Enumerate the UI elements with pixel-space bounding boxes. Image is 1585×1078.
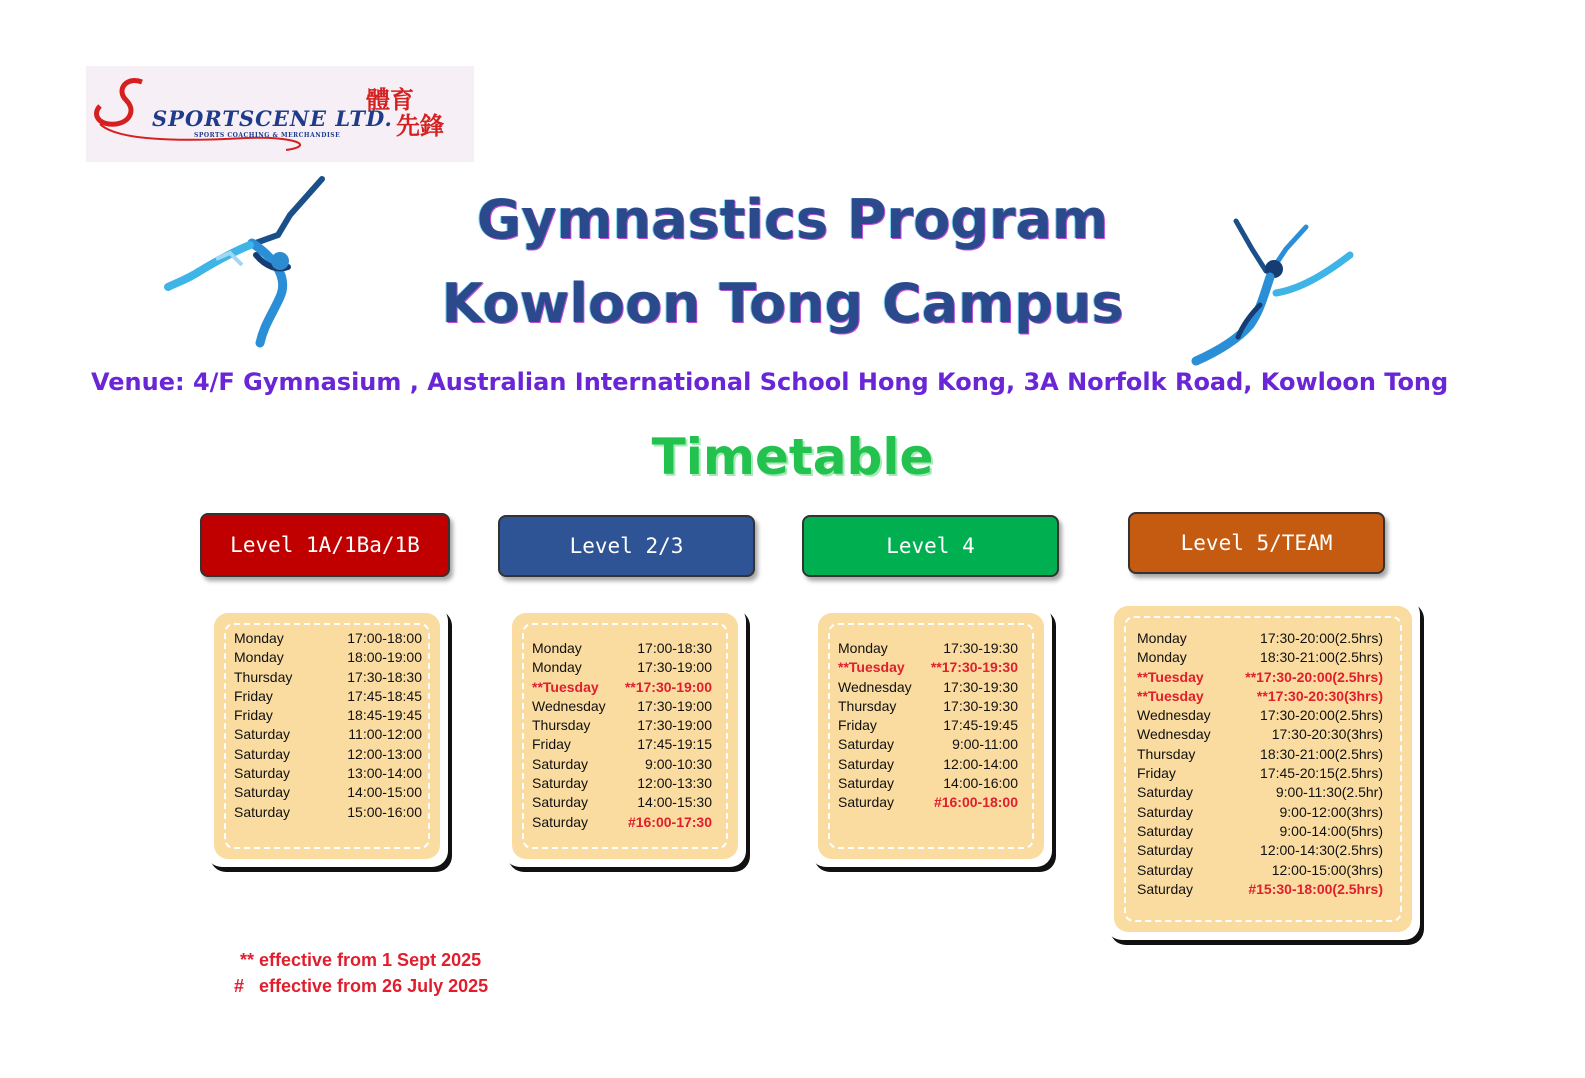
table-row: **Tuesday **17:30-19:00 [532,678,712,695]
table-row: Wednesday 17:30-19:30 [838,678,1018,695]
level-1-label: Level 1A/1Ba/1B [200,513,450,577]
table-row: Monday 18:30-21:00(2.5hrs) [1137,649,1383,666]
table-row: Saturday 9:00-14:00(5hrs) [1137,822,1383,839]
table-row: Thursday 18:30-21:00(2.5hrs) [1137,745,1383,762]
table-row: Friday 17:45-19:45 [838,717,1018,734]
table-row: Saturday 12:00-13:00 [234,745,422,762]
table-row: Monday 17:30-19:00 [532,659,712,676]
table-row: Wednesday 17:30-20:00(2.5hrs) [1137,707,1383,724]
schedule-list-level-5 [1137,629,1383,899]
note-sept: ** effective from 1 Sept 2025 [240,950,482,970]
table-row: Wednesday 17:30-19:00 [532,697,712,714]
schedule-list-level-4 [838,639,1018,813]
table-row: Saturday 12:00-15:00(3hrs) [1137,861,1383,878]
schedule-list-level-2 [532,639,712,832]
table-row: Saturday 9:00-10:30 [532,755,712,772]
logo-name-cn-2: 先鋒 [396,111,444,140]
table-row: Monday 17:30-19:30 [838,640,1018,656]
page-title: Gymnastics Program [476,188,1109,251]
table-row: Friday 17:45-18:45 [234,687,422,704]
schedule-card-level-1 [206,605,448,867]
table-row: Saturday 12:00-14:30(2.5hrs) [1137,842,1383,859]
table-row: Monday 17:00-18:30 [532,640,712,656]
logo-name-en: SPORTSCENE LTD. [152,106,393,131]
table-row: Saturday 13:00-14:00 [234,765,422,782]
table-row: Saturday 12:00-14:00 [838,755,1018,772]
schedule-card-level-4 [810,605,1052,867]
table-row: **Tuesday **17:30-20:00(2.5hrs) [1137,668,1383,685]
timetable-heading: Timetable [651,428,934,486]
schedule-list-level-1 [234,629,422,822]
level-4-label: Level 4 [802,515,1059,577]
table-row: **Tuesday **17:30-19:30 [838,659,1018,676]
table-row: Thursday 17:30-18:30 [234,668,422,685]
logo-name-cn-1: 體育 [366,85,414,114]
table-row: Monday 17:00-18:00 [234,630,422,646]
venue-text: Venue: 4/F Gymnasium , Australian International School Hong Kong, 3A Norfolk Road, Kowloon Tong [91,368,1449,396]
table-row: Saturday #15:30-18:00(2.5hrs) [1137,880,1383,897]
table-row: Thursday 17:30-19:30 [838,697,1018,714]
table-row: **Tuesday **17:30-20:30(3hrs) [1137,687,1383,704]
table-row: Thursday 17:30-19:00 [532,717,712,734]
table-row: Saturday 12:00-13:30 [532,775,712,792]
table-row: Saturday 9:00-11:30(2.5hr) [1137,784,1383,801]
table-row: Saturday 14:00-15:00 [234,784,422,801]
logo-tagline: SPORTS COACHING & MERCHANDISE [194,132,341,139]
table-row: Saturday 15:00-16:00 [234,803,422,820]
table-row: Monday 17:30-20:00(2.5hrs) [1137,630,1383,646]
table-row: Saturday 14:00-15:30 [532,794,712,811]
table-row: Saturday #16:00-18:00 [838,794,1018,811]
table-row: Friday 18:45-19:45 [234,707,422,724]
schedule-card-level-2 [504,605,746,867]
level-2-label: Level 2/3 [498,515,755,577]
schedule-card-level-5 [1106,598,1420,940]
table-row: Saturday 9:00-11:00 [838,736,1018,753]
table-row: Wednesday 17:30-20:30(3hrs) [1137,726,1383,743]
level-5-label: Level 5/TEAM [1128,512,1385,574]
note-july: # effective from 26 July 2025 [234,976,489,996]
table-row: Monday 18:00-19:00 [234,649,422,666]
table-row: Saturday 11:00-12:00 [234,726,422,743]
company-logo [86,66,474,162]
table-row: Friday 17:45-20:15(2.5hrs) [1137,765,1383,782]
table-row: Friday 17:45-19:15 [532,736,712,753]
page-subtitle: Kowloon Tong Campus [441,272,1124,335]
table-row: Saturday 9:00-12:00(3hrs) [1137,803,1383,820]
table-row: Saturday #16:00-17:30 [532,813,712,830]
table-row: Saturday 14:00-16:00 [838,775,1018,792]
